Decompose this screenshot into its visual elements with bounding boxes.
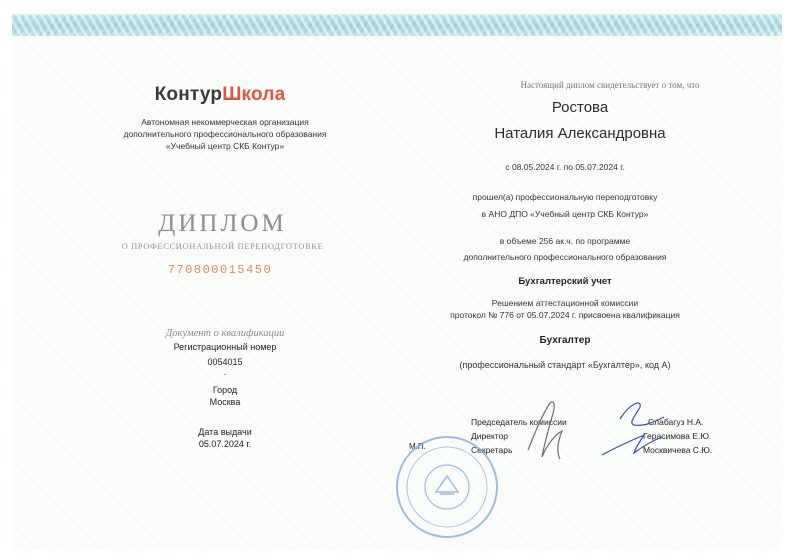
signatory-name-director: Герасимова Е.Ю. <box>643 431 712 441</box>
organization-name <box>80 116 370 152</box>
logo-accent: Школа <box>222 84 286 105</box>
study-period: с 08.05.2024 г. по 05.07.2024 г. <box>505 162 625 172</box>
org-line-3: «Учебный центр СКБ Контур» <box>165 141 285 151</box>
signatory-role-chairman: Председатель комиссии <box>471 417 567 427</box>
institution-line: в АНО ДПО «Учебный центр СКБ Контур» <box>481 209 649 219</box>
registration-dash: - <box>223 369 227 379</box>
professional-standard: (профессиональный стандарт «Бухгалтер», код А) <box>459 360 671 370</box>
qualification-document-heading: Документ о квалификации <box>165 328 285 339</box>
registration-label: Регистрационный номер <box>173 342 277 352</box>
official-seal <box>392 432 502 542</box>
issue-date-value: 05.07.2024 г. <box>198 439 252 449</box>
volume-line: в объеме 256 ак.ч. по программе <box>499 236 631 246</box>
intro-text: Настоящий диплом свидетельствует о том, что <box>520 80 700 90</box>
program-type-line: дополнительного профессионального образования <box>463 252 667 262</box>
diploma-subtitle: О ПРОФЕССИОНАЛЬНОЙ ПЕРЕПОДГОТОВКЕ <box>121 241 324 251</box>
issue-date-label: Дата выдачи <box>198 427 252 437</box>
signatory-name-secretary: Москвичева С.Ю. <box>643 445 713 455</box>
logo-main: Контур <box>154 84 223 105</box>
program-name: Бухгалтерский учет <box>518 276 612 287</box>
kontur-school-logo <box>80 84 360 106</box>
commission-decision: Решением аттестационной комиссии <box>491 298 639 308</box>
city-label: Город <box>212 385 238 395</box>
seal-label: М.П. <box>409 442 426 451</box>
protocol-line: протокол № 776 от 05.07.2024 г. присвоена квалификация <box>450 310 680 320</box>
org-line-1: Автономная некоммерческая организация <box>141 117 309 127</box>
qualification-name: Бухгалтер <box>539 335 591 346</box>
diploma-title: ДИПЛОМ <box>158 210 287 237</box>
registration-number: 0054015 <box>207 357 243 367</box>
recipient-names: Наталия Александровна <box>494 125 666 142</box>
serial-number: 770800015450 <box>167 263 273 277</box>
recipient-surname: Ростова <box>551 99 609 116</box>
signatory-role-secretary: Секретарь <box>471 445 513 455</box>
org-line-2: дополнительного профессионального образования <box>123 129 327 139</box>
retraining-line: прошел(а) профессиональную переподготовку <box>472 192 658 202</box>
signatory-name-chairman: Слабагуз Н.А. <box>648 417 704 427</box>
secretary-signature <box>520 395 580 470</box>
decorative-band <box>12 14 782 38</box>
signatory-role-director: Директор <box>471 431 509 441</box>
director-signature <box>600 395 670 465</box>
city-value: Москва <box>209 397 241 407</box>
